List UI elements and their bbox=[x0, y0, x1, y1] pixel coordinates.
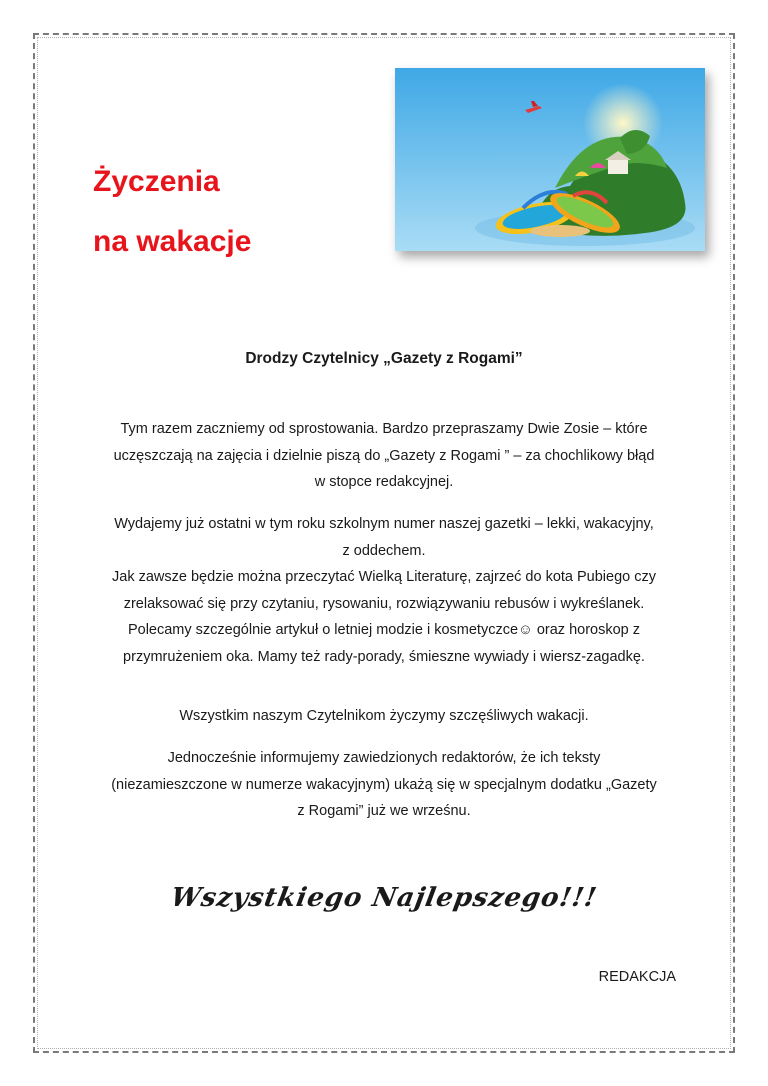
paragraph-issue-intro bbox=[80, 511, 688, 670]
paragraph-correction bbox=[80, 416, 688, 496]
text-line: Jak zawsze będzie można przeczytać Wielką Literaturę, zajrzeć do kota Pubiego czy bbox=[112, 569, 656, 585]
paragraph-notice bbox=[80, 745, 688, 825]
text-line: w stopce redakcyjnej. bbox=[314, 474, 454, 490]
island-flip-flops-picture bbox=[395, 68, 705, 251]
text-line: Polecamy szczególnie artykuł o letniej modzie i kosmetyczce☺ oraz horoskop z bbox=[127, 622, 641, 638]
text-line: Jednocześnie informujemy zawiedzionych redaktorów, że ich teksty bbox=[167, 750, 601, 766]
paragraph-wishes bbox=[80, 703, 688, 730]
text-line: Tym razem zaczniemy od sprostowania. Bardzo przepraszamy Dwie Zosie – które bbox=[120, 421, 648, 437]
text-line: uczęszczają na zajęcia i dzielnie piszą do „Gazety z Rogami ” – za chochlikowy błąd bbox=[113, 447, 655, 464]
signature: REDAKCJA bbox=[598, 969, 676, 985]
text-line: zrelaksować się przy czytaniu, rysowaniu, rozwiązywaniu rebusów i wykreślanek. bbox=[123, 595, 645, 612]
title-line-1: Życzenia bbox=[93, 165, 220, 198]
closing-wish: Wszystkiego Najlepszego!!! bbox=[168, 883, 600, 913]
title-line-2: na wakacje bbox=[93, 225, 252, 258]
greeting-heading: Drodzy Czytelnicy „Gazety z Rogami” bbox=[245, 350, 523, 367]
text-line: (niezamieszczone w numerze wakacyjnym) ukażą się w specjalnym dodatku „Gazety bbox=[111, 776, 657, 793]
text-line: przymrużeniem oka. Mamy też rady-porady, śmieszne wywiady i wiersz-zagadkę. bbox=[123, 648, 645, 665]
text-line: z Rogami” już we wrześnu. bbox=[297, 803, 471, 819]
text-line: Wszystkim naszym Czytelnikom życzymy szczęśliwych wakacji. bbox=[179, 708, 589, 724]
text-line: z oddechem. bbox=[342, 542, 426, 559]
text-line: Wydajemy już ostatni w tym roku szkolnym numer naszej gazetki – lekki, wakacyjny, bbox=[114, 516, 654, 532]
